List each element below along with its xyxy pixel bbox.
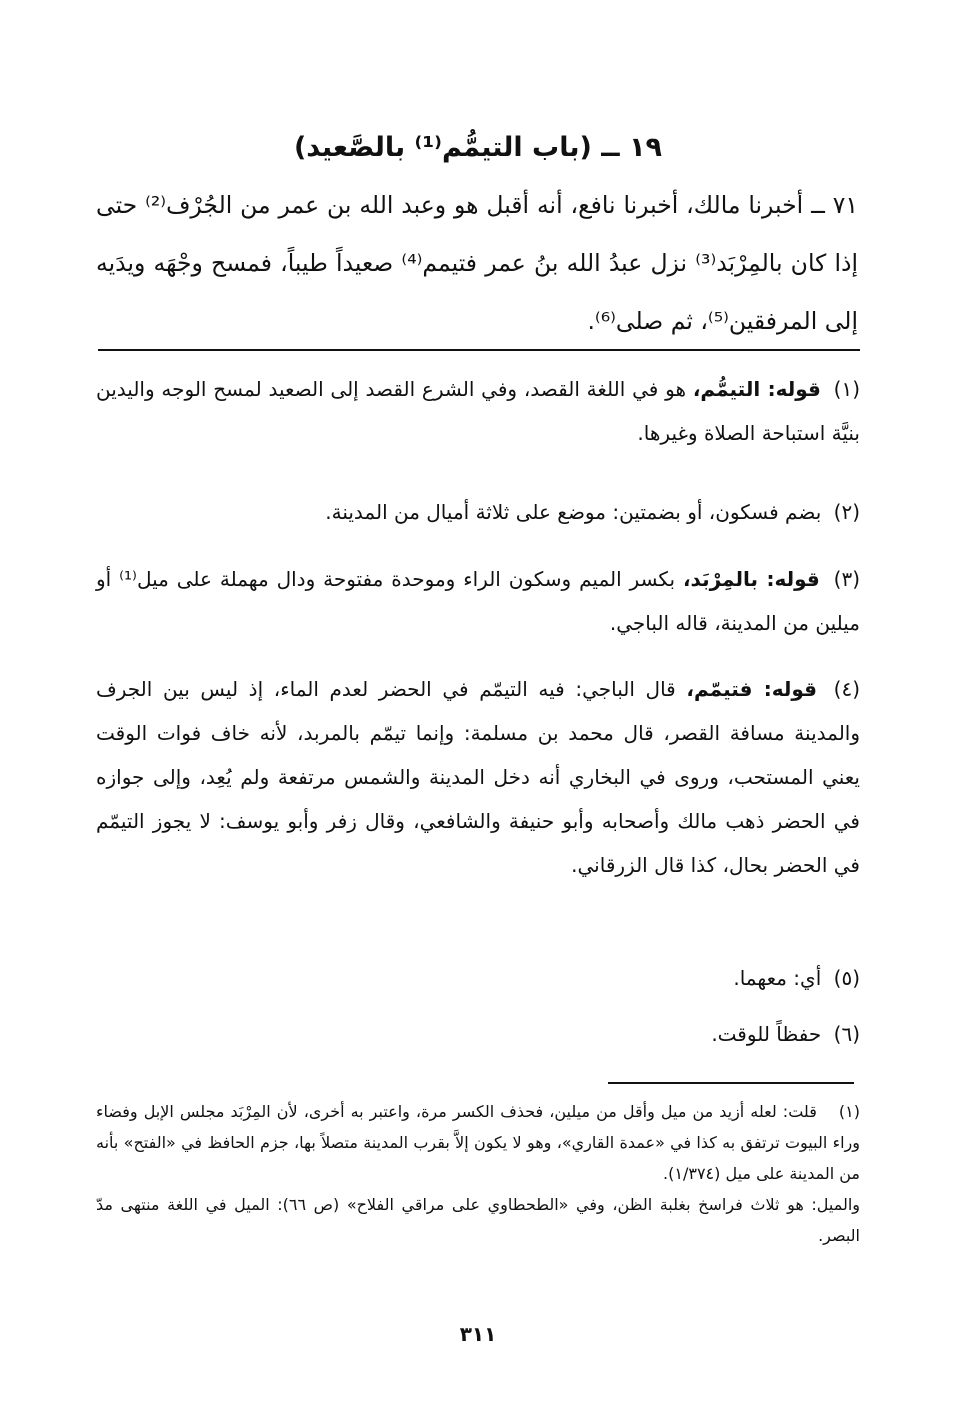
footnote-keyword: قوله: فتيمّم، — [686, 677, 817, 701]
footnote-separator — [98, 349, 860, 351]
subnote-line: قلت: لعله أزيد من ميل وأقل من ميلين، فحذف الكسر مرة، واعتبر به أخرى، لأن المِرْبَد مجلس الإبل وفضاء وراء البيوت ترتفق به كذا في «عمدة القاري»، وهو لا يكون إلاَّ بقرب المدينة متصلاً بها، جزم الحافظ في «الفتح» بأنه من المدينة على ميل (١/٣٧٤). — [96, 1102, 860, 1183]
footnote-number: (٤) — [833, 677, 861, 701]
subnote-paragraph — [96, 1096, 860, 1189]
subnote-line: والميل: هو ثلاث فراسخ بغلبة الظن، وفي «الطحطاوي على مراقي الفلاح» (ص ٦٦): الميل في اللغة منتهى مدّ البصر. — [96, 1195, 860, 1245]
footnote-number: (٦) — [833, 1022, 860, 1046]
footnote-keyword: قوله: التيمُّم، — [692, 377, 821, 401]
editor-subnote — [96, 1096, 860, 1251]
hadith-paragraph: ٧١ ــ أخبرنا مالك، أخبرنا نافع، أنه أقبل هو وعبد الله بن عمر من الجُرْف⁽²⁾ حتى إذا كان بالمِرْبَد⁽³⁾ نزل عبدُ الله بنُ عمر فتيمم⁽⁴⁾ صعيداً طيباً، فمسح وجْهَه ويدَيه إلى المرفقين⁽⁵⁾، ثم صلى⁽⁶⁾. — [96, 191, 858, 335]
page-number: ٣١١ — [459, 1322, 497, 1346]
footnote-number: (٥) — [833, 966, 860, 990]
footnote-number: (١) — [833, 377, 861, 401]
footnote-2 — [96, 490, 860, 534]
footnote-6 — [96, 1012, 860, 1056]
footnote-4 — [96, 667, 860, 887]
footnote-body: بضم فسكون، أو بضمتين: موضع على ثلاثة أميال من المدينة. — [325, 500, 822, 524]
footnote-body: قال الباجي: فيه التيمّم في الحضر لعدم الماء، إذ ليس بين الجرف والمدينة مسافة القصر، قال محمد بن مسلمة: وإنما تيمّم بالمربد، لأنه خاف فوات الوقت يعني المستحب، وروى في البخاري أنه دخل المدينة والشمس مرتفعة ولم يُعِد، وإلى جوازه في الحضر ذهب مالك وأصحابه وأبو حنيفة والشافعي، وقال زفر وأبو يوسف: لا يجوز التيمّم في الحضر بحال، كذا قال الزرقاني. — [96, 677, 860, 877]
footnote-body: هو في اللغة القصد، وفي الشرع القصد إلى الصعيد لمسح الوجه واليدين بنيَّة استباحة الصلاة وغيرها. — [96, 377, 860, 445]
subnote-number: (١) — [838, 1102, 860, 1121]
subnote-separator — [608, 1082, 854, 1084]
footnote-number: (٣) — [833, 567, 861, 591]
footnote-body: بكسر الميم وسكون الراء وموحدة مفتوحة ودال مهملة على ميل⁽¹⁾ أو ميلين من المدينة، قاله الباجي. — [96, 567, 860, 635]
footnote-body: حفظاً للوقت. — [711, 1022, 822, 1046]
hadith-text — [96, 176, 858, 350]
footnote-5 — [96, 956, 860, 1000]
footnote-body: أي: معهما. — [733, 966, 822, 990]
footnote-3 — [96, 557, 860, 645]
footnote-number: (٢) — [833, 500, 860, 524]
footnote-keyword: قوله: بالمِرْبَد، — [682, 567, 820, 591]
chapter-heading: ١٩ ــ (باب التيمُّم⁽¹⁾ بالصَّعيد) — [293, 132, 663, 163]
footnote-1 — [96, 367, 860, 455]
